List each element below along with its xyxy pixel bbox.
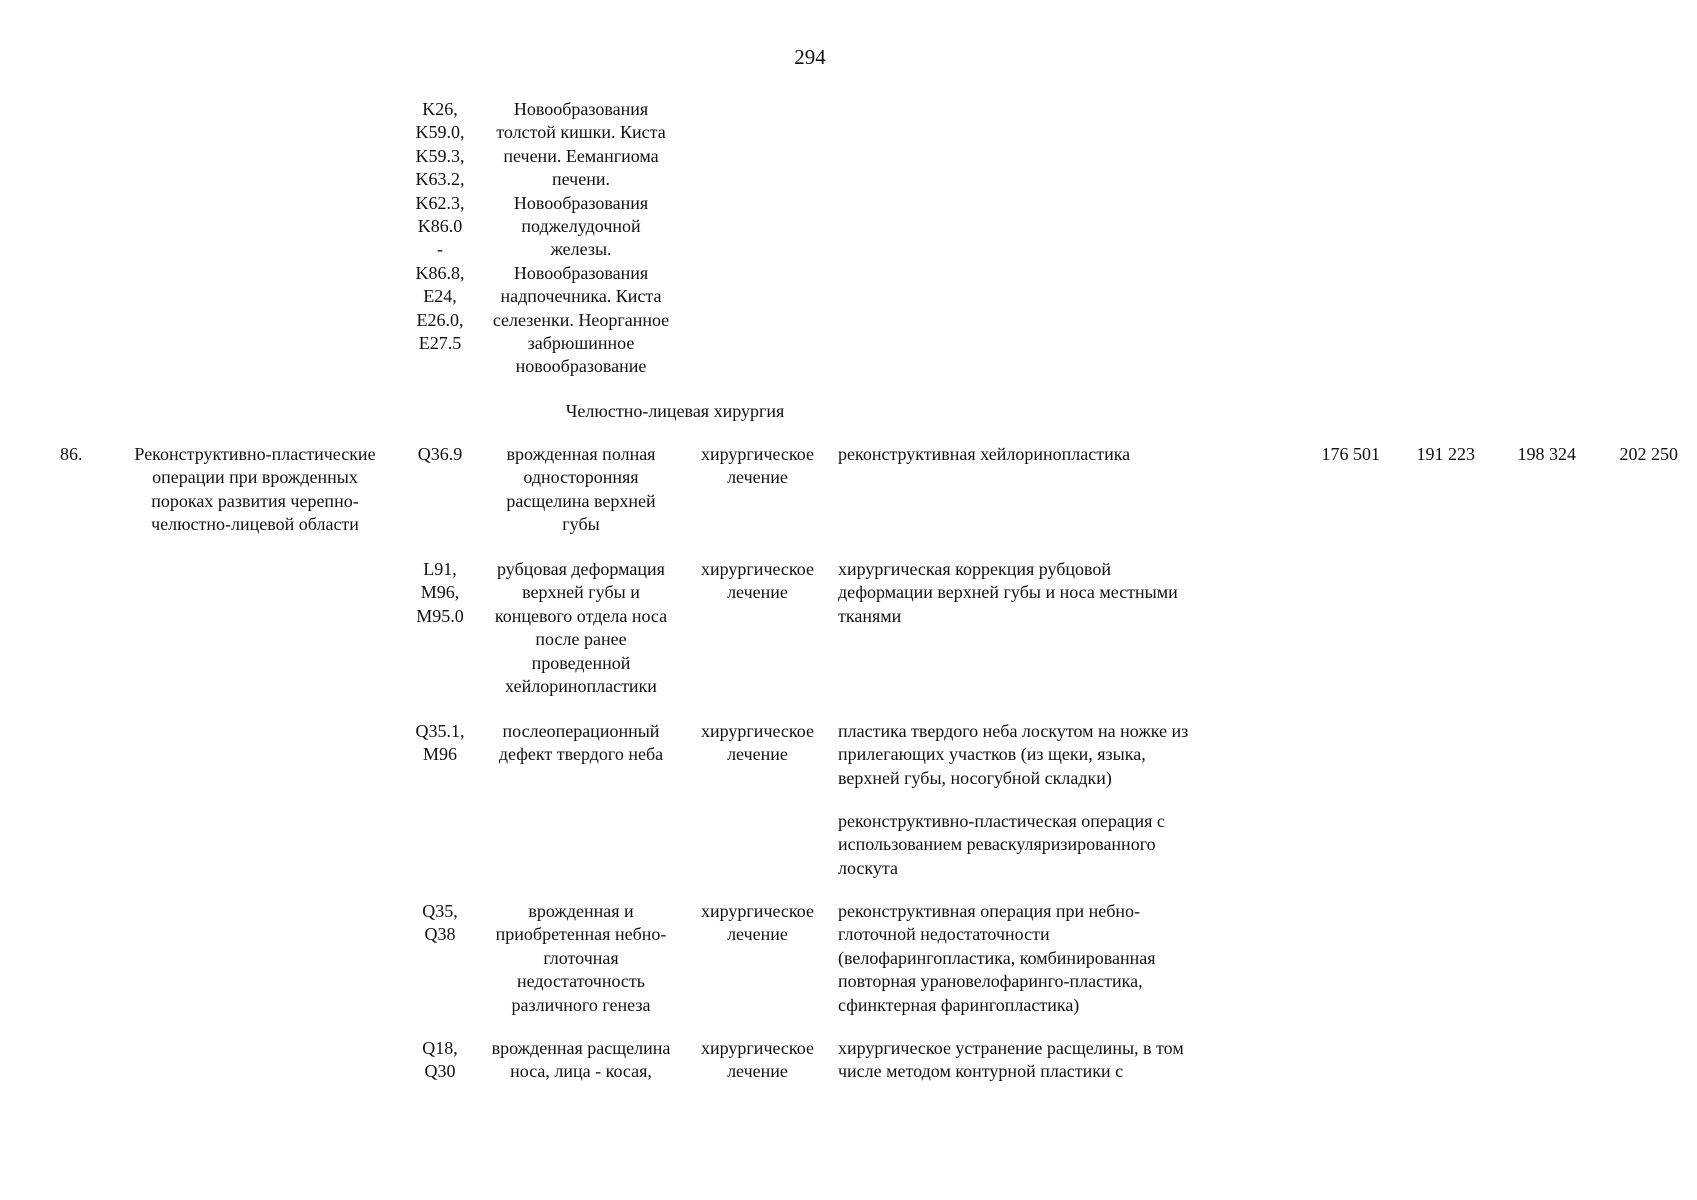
row-method: реконструктивно-пластическая операция с использованием реваскуляризированного лоскута <box>838 811 1165 878</box>
row-model: врожденная полная односторонняя расщелина верхней губы <box>506 444 656 535</box>
cost-4: 202 250 <box>1619 444 1678 464</box>
row-codes: Q35, Q38 <box>422 901 458 945</box>
continuation-model: Новообразования толстой кишки. Киста печени. Еемангиома печени. Новообразования поджелудочной железы. Новообразования надпочечника. Киста селезенки. Неорганное забрюшинное новообразование <box>492 99 670 377</box>
row-codes: Q18, Q30 <box>422 1038 458 1082</box>
cost-1: 176 501 <box>1321 444 1380 464</box>
row-method: реконструктивная хейлоринопластика <box>838 444 1131 464</box>
row-model: послеоперационный дефект твердого неба <box>498 721 664 765</box>
row-treatment-kind: хирургическое лечение <box>701 559 814 603</box>
continuation-codes: K26, K59.0, K59.3, K63.2, K62.3, K86.0 - K86.8, E24, E26.0, E27.5 <box>415 99 465 354</box>
row-model: рубцовая деформация верхней губы и концевого отдела носа после ранее проведенной хейлоринопластики <box>494 559 668 697</box>
item-number: 86. <box>60 444 83 464</box>
row-treatment-kind: хирургическое лечение <box>701 721 814 765</box>
cost-2: 191 223 <box>1416 444 1475 464</box>
row-model: врожденная расщелина носа, лица - косая, <box>491 1038 671 1082</box>
page-number: 294 <box>794 45 826 69</box>
row-method: пластика твердого неба лоскутом на ножке из прилегающих участков (из щеки, языка, верхней губы, носогубной складки) <box>838 721 1189 788</box>
row-codes: Q36.9 <box>417 444 463 464</box>
row-codes: Q35.1, M96 <box>415 721 465 765</box>
row-method: реконструктивная операция при небно- глоточной недостаточности (велофарингопластика, комбинированная повторная урановелофаринго-пластика, сфинктерная фарингопластика) <box>838 901 1156 1015</box>
row-method: хирургическая коррекция рубцовой деформации верхней губы и носа местными тканями <box>838 559 1178 626</box>
item-type: Реконструктивно-пластические операции при врожденных пороках развития черепно- челюстно-лицевой области <box>134 444 376 535</box>
section-heading: Челюстно-лицевая хирургия <box>565 401 785 421</box>
row-treatment-kind: хирургическое лечение <box>701 444 814 488</box>
row-treatment-kind: хирургическое лечение <box>701 901 814 945</box>
cost-3: 198 324 <box>1517 444 1576 464</box>
row-model: врожденная и приобретенная небно- глоточная недостаточность различного генеза <box>495 901 667 1015</box>
row-codes: L91, M96, M95.0 <box>416 559 464 626</box>
row-treatment-kind: хирургическое лечение <box>701 1038 814 1082</box>
row-method: хирургическое устранение расщелины, в том числе методом контурной пластики с <box>838 1038 1184 1082</box>
